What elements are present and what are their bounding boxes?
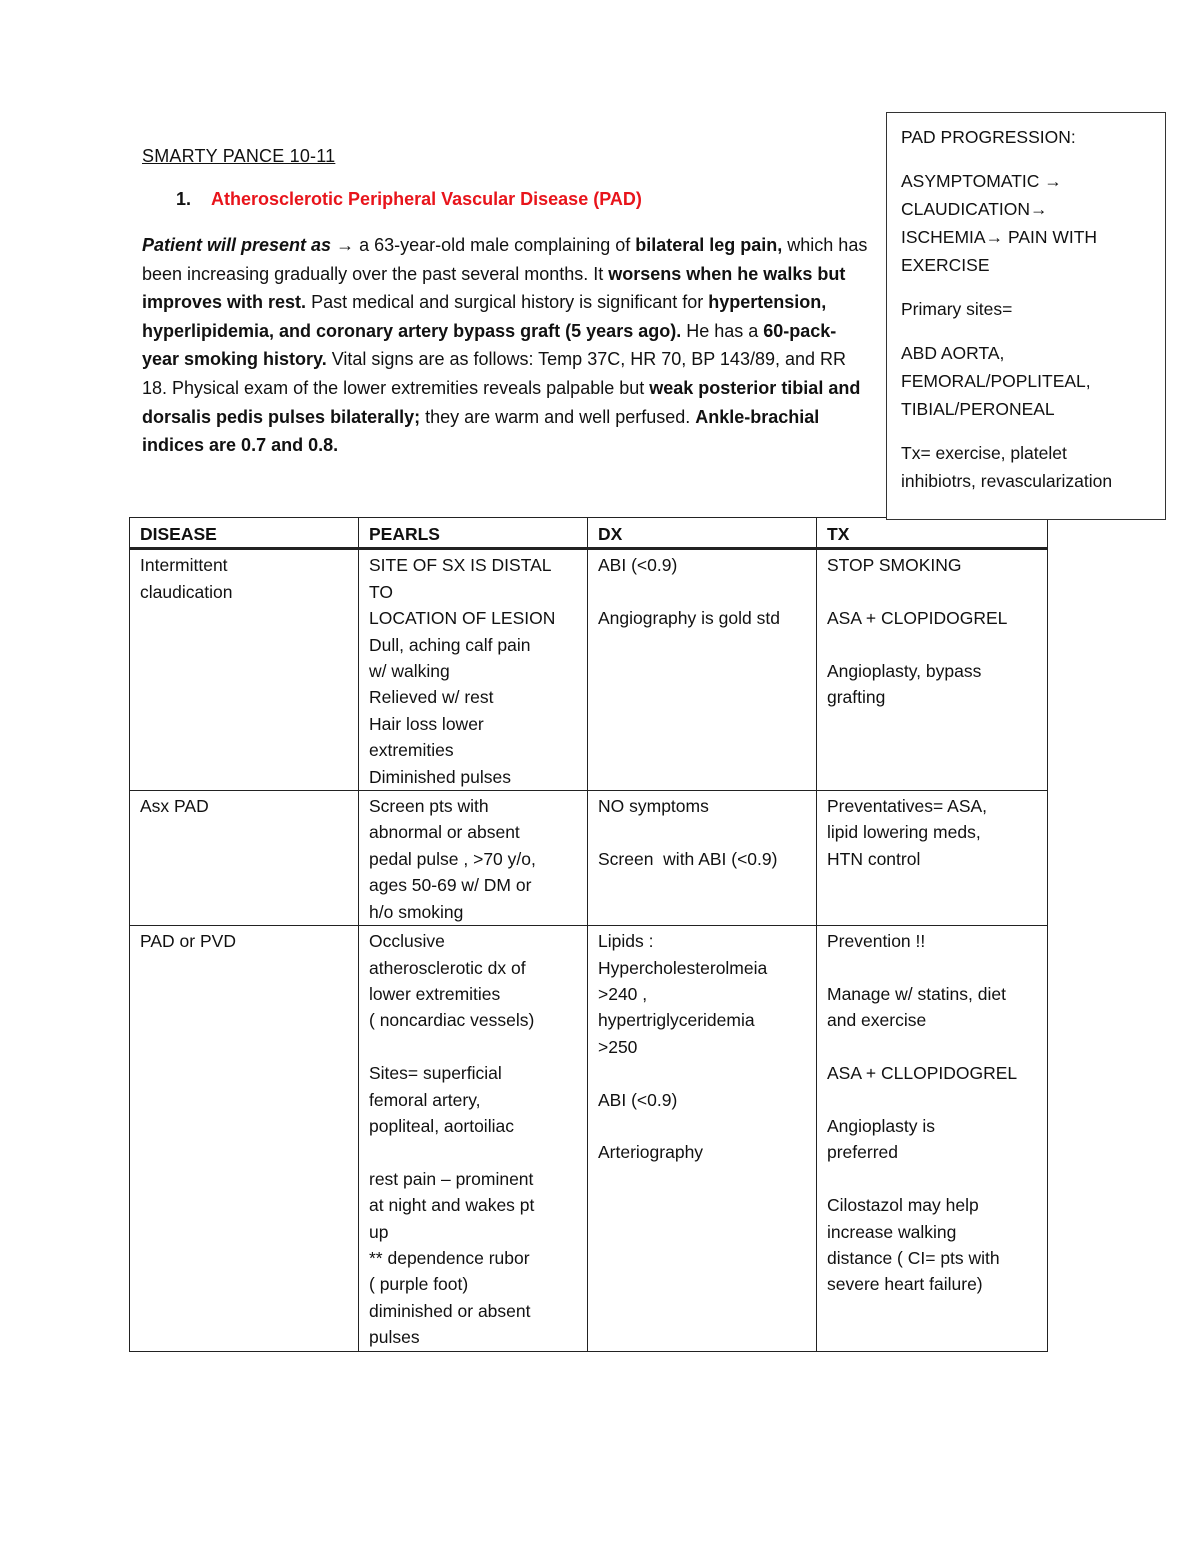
cell-line: [598, 819, 806, 845]
case-bold: Ankle-brachial indices are 0.7 and 0.8.: [142, 406, 820, 456]
table-row: [130, 549, 1048, 791]
site-line: TIBIAL/PERONEAL: [901, 399, 1055, 419]
cell-line: severe heart failure): [827, 1274, 983, 1295]
cell-line: and exercise: [827, 1010, 927, 1031]
table-header-row: [130, 518, 1048, 549]
cell-line: increase walking: [827, 1221, 957, 1242]
case-text: He has a: [681, 320, 764, 341]
cell-line: extremities: [369, 740, 454, 761]
case-bold: (5 years ago).: [565, 320, 682, 341]
section-heading: [176, 189, 642, 210]
cell-line: [827, 632, 1037, 658]
cell-line: femoral artery,: [369, 1089, 481, 1110]
cell-line: rest pain – prominent: [369, 1168, 534, 1189]
cell-line: [369, 1139, 577, 1165]
cell-line: claudication: [140, 581, 233, 602]
case-presentation: [142, 231, 872, 460]
progression-list: [901, 167, 1151, 279]
cell-line: ABI (<0.9): [598, 555, 678, 576]
cell-line: distance ( CI= pts with: [827, 1247, 1000, 1268]
cell-line: Cilostazol may help: [827, 1195, 979, 1216]
case-bold: 60-pack-year smoking history.: [142, 320, 837, 370]
cell-line: NO symptoms: [598, 796, 709, 817]
case-text: Vital signs are as follows: Temp 37C, HR 70, BP 143/89, and RR 18. Physical exam of the lower extremities reveals palpable but: [142, 349, 847, 398]
cell-pearls: [359, 549, 588, 791]
header-disease: DISEASE: [130, 518, 359, 549]
cell-line: Angioplasty, bypass: [827, 661, 982, 681]
cell-dx: [588, 549, 817, 791]
cell-line: [827, 579, 1037, 605]
site-line: FEMORAL/POPLITEAL,: [901, 371, 1091, 391]
cell-line: [827, 1034, 1037, 1060]
cell-line: Occlusive: [369, 931, 445, 952]
disease-table: [129, 517, 1048, 1352]
cell-line: pedal pulse , >70 y/o,: [369, 848, 536, 869]
cell-pearls: [359, 926, 588, 1351]
cell-line: Screen with ABI (<0.9): [598, 848, 778, 869]
cell-line: Hair loss lower: [369, 713, 484, 734]
cell-line: PAD or PVD: [140, 931, 236, 952]
pad-progression-box: [886, 112, 1166, 520]
header-tx: TX: [817, 518, 1048, 549]
cell-line: preferred: [827, 1142, 899, 1163]
cell-line: h/o smoking: [369, 901, 464, 922]
sites-label: Primary sites=: [901, 299, 1013, 319]
cell-disease: [130, 791, 359, 926]
cell-line: hypertriglyceridemia: [598, 1010, 755, 1031]
cell-line: ASA + CLLOPIDOGREL: [827, 1063, 1018, 1084]
cell-disease: [130, 926, 359, 1351]
tx-line: inhibiotrs, revascularization: [901, 471, 1113, 491]
case-text: a 63-year-old male complaining of: [354, 235, 636, 255]
case-bold: bilateral leg pain,: [635, 235, 783, 255]
case-bold: weak posterior tibial and dorsalis pedis pulses bilaterally;: [142, 377, 861, 427]
cell-line: Relieved w/ rest: [369, 687, 494, 708]
cell-line: Preventatives= ASA,: [827, 796, 988, 817]
cell-line: >240 ,: [598, 983, 648, 1004]
tx-line: Tx= exercise, platelet: [901, 443, 1067, 463]
table-row: [130, 926, 1048, 1351]
case-lead: Patient will present as: [142, 235, 332, 255]
case-text: Past medical and surgical history is significant for: [306, 292, 709, 313]
section-number: 1.: [176, 189, 192, 209]
cell-line: SITE OF SX IS DISTAL TO: [369, 555, 556, 602]
cell-line: Screen pts with: [369, 796, 489, 817]
progression-line: ASYMPTOMATIC →: [901, 171, 1062, 191]
cell-line: ages 50-69 w/ DM or: [369, 875, 532, 896]
site-line: ABD AORTA,: [901, 343, 1005, 363]
cell-line: ( noncardiac vessels): [369, 1010, 535, 1031]
cell-line: ABI (<0.9): [598, 1089, 678, 1110]
cell-line: lipid lowering meds,: [827, 822, 981, 843]
cell-line: Angiography is gold std: [598, 608, 780, 629]
cell-line: ** dependence rubor: [369, 1247, 530, 1268]
cell-line: [598, 1060, 806, 1086]
sites-list: [901, 339, 1151, 423]
document-title: SMARTY PANCE 10-11: [142, 146, 336, 166]
cell-line: [827, 1166, 1037, 1192]
cell-line: abnormal or absent: [369, 822, 520, 843]
cell-line: up: [369, 1221, 389, 1242]
cell-line: ( purple foot): [369, 1274, 469, 1295]
cell-line: Prevention !!: [827, 931, 926, 952]
cell-line: [369, 1034, 577, 1060]
cell-line: diminished or absent: [369, 1300, 531, 1321]
cell-line: [598, 1113, 806, 1139]
case-bold: hypertension, hyperlipidemia, and coronary artery bypass graft: [142, 292, 827, 341]
cell-dx: [588, 791, 817, 926]
cell-line: [598, 579, 806, 605]
header-pearls: PEARLS: [359, 518, 588, 549]
arrow-right-icon: →: [336, 235, 355, 255]
cell-line: Dull, aching calf pain: [369, 634, 531, 655]
cell-line: ASA + CLOPIDOGREL: [827, 608, 1008, 629]
cell-line: Manage w/ statins, diet: [827, 983, 1006, 1004]
cell-pearls: [359, 791, 588, 926]
cell-line: pulses: [369, 1327, 420, 1348]
progression-line: CLAUDICATION→: [901, 199, 1048, 219]
cell-line: HTN control: [827, 848, 921, 869]
cell-tx: [817, 549, 1048, 791]
section-title: Atherosclerotic Peripheral Vascular Disease (PAD): [211, 189, 642, 209]
cell-line: grafting: [827, 687, 886, 708]
cell-line: Sites= superficial: [369, 1063, 502, 1084]
cell-line: [827, 955, 1037, 981]
cell-line: >250: [598, 1036, 638, 1057]
cell-dx: [588, 926, 817, 1351]
case-text: which has been increasing gradually over the past several months. It: [142, 235, 868, 284]
cell-line: [827, 1087, 1037, 1113]
sidebox-title: PAD PROGRESSION:: [901, 127, 1076, 147]
cell-line: at night and wakes pt: [369, 1195, 535, 1216]
progression-line: EXERCISE: [901, 255, 990, 275]
table-row: [130, 791, 1048, 926]
cell-line: Lipids :: [598, 931, 654, 952]
cell-line: LOCATION OF LESION: [369, 608, 556, 629]
case-bold: worsens when he walks but improves with rest.: [142, 263, 846, 313]
case-text: they are warm and well perfused.: [420, 406, 696, 427]
treatment-summary: [901, 439, 1151, 495]
cell-line: atherosclerotic dx of: [369, 957, 526, 978]
cell-line: Intermittent: [140, 555, 228, 576]
progression-line: ISCHEMIA→ PAIN WITH: [901, 227, 1098, 247]
cell-line: Diminished pulses: [369, 766, 512, 787]
cell-line: Asx PAD: [140, 796, 209, 817]
cell-tx: [817, 791, 1048, 926]
cell-disease: [130, 549, 359, 791]
cell-line: Angioplasty is: [827, 1115, 935, 1136]
cell-line: w/ walking: [369, 661, 450, 682]
cell-line: lower extremities: [369, 983, 501, 1004]
cell-line: Arteriography: [598, 1142, 704, 1163]
cell-tx: [817, 926, 1048, 1351]
cell-line: popliteal, aortoiliac: [369, 1115, 514, 1136]
header-dx: DX: [588, 518, 817, 549]
cell-line: Hypercholesterolmeia: [598, 957, 768, 978]
cell-line: STOP SMOKING: [827, 555, 962, 576]
